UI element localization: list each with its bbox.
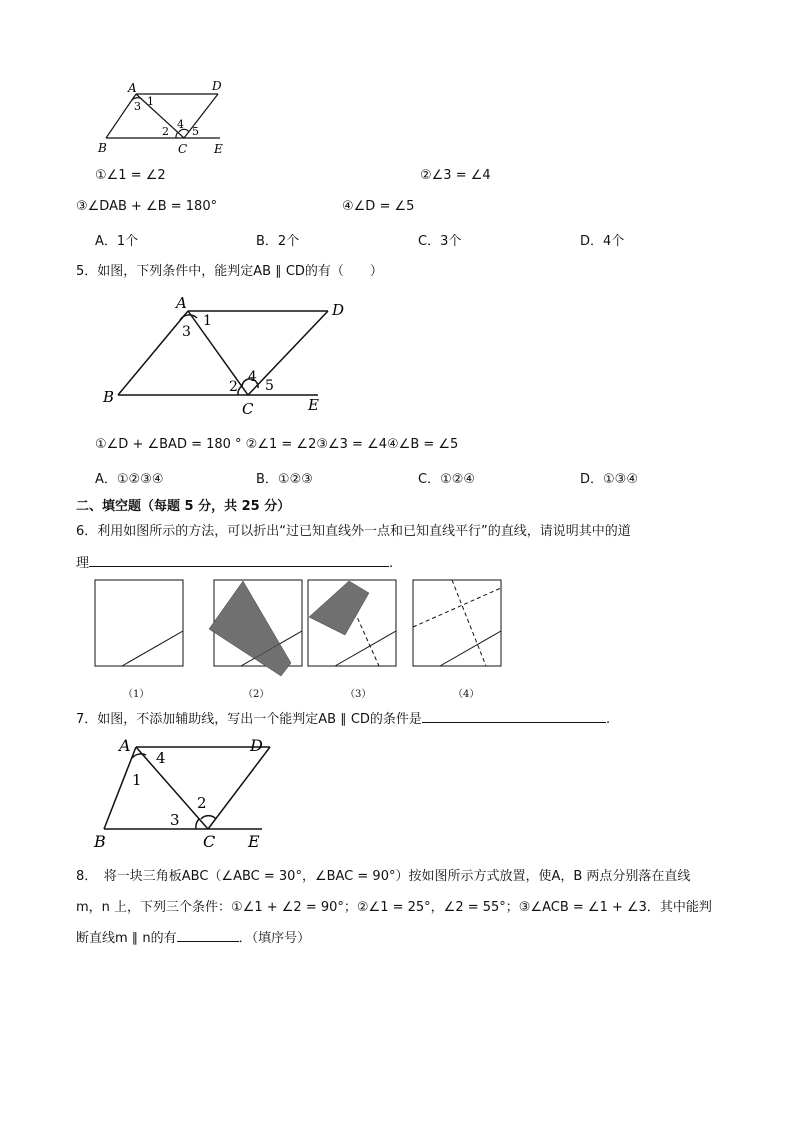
q7-label-C: C (203, 832, 216, 851)
q4-option-b[interactable]: B．2个 (256, 234, 300, 249)
q4-condition-3: ③∠DAB + ∠B = 180° (76, 199, 218, 214)
q5-option-d[interactable]: D．①③④ (580, 472, 638, 487)
q7-stem (76, 708, 610, 727)
q4-condition-1: ①∠1 = ∠2 (95, 168, 166, 183)
q4-angle-2: 2 (162, 125, 169, 138)
q7-angle-1: 1 (132, 771, 142, 789)
q4-label-A: A (128, 81, 137, 95)
q8-stem-prefix: 断直线m ∥ n的有 (76, 931, 177, 946)
q4-option-c[interactable]: C．3个 (418, 234, 462, 249)
q7-label-E: E (248, 832, 260, 851)
q6-caption-2: （2） (243, 689, 270, 700)
q5-angle-2: 2 (229, 379, 238, 395)
q6-answer-blank[interactable] (89, 554, 389, 567)
q5-option-a[interactable]: A．①②③④ (95, 472, 164, 487)
q6-caption-4: （4） (453, 689, 480, 700)
q5-angle-5: 5 (265, 378, 274, 394)
q6-caption-3: （3） (345, 689, 372, 700)
q4-angle-4: 4 (177, 118, 184, 131)
q5-label-E: E (308, 396, 319, 414)
q4-angle-3: 3 (134, 100, 141, 113)
q6-caption-1: （1） (123, 689, 150, 700)
q5-conditions: ①∠D + ∠BAD = 180 ° ②∠1 = ∠2③∠3 = ∠4④∠B = ∠5 (95, 437, 459, 452)
q8-stem-line1: 8． 将一块三角板ABC（∠ABC = 30°，∠BAC = 90°）按如图所示方式放置，使A，B 两点分别落在直线 (76, 869, 691, 884)
q5-angle-4: 4 (248, 369, 257, 385)
q4-label-E: E (214, 142, 223, 156)
q4-option-a[interactable]: A．1个 (95, 234, 139, 249)
q5-option-c[interactable]: C．①②④ (418, 472, 476, 487)
q7-figure (90, 735, 280, 851)
q5-label-D: D (332, 301, 345, 319)
q5-stem: 5．如图，下列条件中，能判定AB ∥ CD的有（ ） (76, 264, 383, 279)
q8-stem-line2: m，n 上，下列三个条件：①∠1 + ∠2 = 90°；②∠1 = 25°，∠2 = 55°；③∠ACB = ∠1 + ∠3．其中能判 (76, 900, 712, 915)
section-title: 二、填空题（每题 5 分，共 25 分） (76, 499, 291, 514)
q7-label-A: A (119, 736, 131, 755)
q6-panel-2 (213, 579, 305, 679)
q8-stem-suffix: ．（填序号） (238, 931, 311, 946)
q4-condition-2: ②∠3 = ∠4 (420, 168, 491, 183)
q4-condition-4: ④∠D = ∠5 (342, 199, 415, 214)
q5-option-b[interactable]: B．①②③ (256, 472, 313, 487)
q8-answer-blank[interactable] (177, 929, 239, 942)
q7-angle-3: 3 (170, 811, 180, 829)
q5-label-B: B (103, 388, 115, 406)
q7-answer-blank[interactable] (422, 710, 606, 723)
q7-label-D: D (250, 736, 263, 755)
q5-figure (100, 292, 360, 422)
q5-label-C: C (242, 400, 254, 418)
q6-panel-3 (307, 579, 399, 671)
q4-angle-5: 5 (192, 125, 199, 138)
q7-stem-prefix: 7．如图，不添加辅助线，写出一个能判定AB ∥ CD的条件是 (76, 712, 422, 727)
q4-angle-1: 1 (147, 95, 154, 108)
q6-panel-4 (412, 579, 504, 671)
q4-label-D: D (212, 79, 222, 93)
q6-stem-line1: 6．利用如图所示的方法，可以折出“过已知直线外一点和已知直线平行”的直线，请说明其中的道 (76, 524, 631, 539)
q7-stem-suffix: . (605, 712, 611, 727)
q7-angle-2: 2 (197, 794, 207, 812)
q4-option-d[interactable]: D．4个 (580, 234, 625, 249)
q5-angle-3: 3 (182, 324, 191, 340)
q4-figure (92, 72, 222, 162)
q5-label-A: A (176, 294, 187, 312)
q4-label-C: C (178, 142, 188, 156)
q7-label-B: B (94, 832, 106, 851)
q6-panel-1 (94, 579, 186, 671)
q6-stem-suffix: . (389, 556, 394, 571)
q5-angle-1: 1 (203, 313, 212, 329)
q8-stem-line3 (76, 927, 310, 946)
q4-label-B: B (98, 141, 107, 155)
q6-stem-prefix: 理 (76, 556, 90, 571)
q6-stem-line2 (76, 552, 393, 571)
q7-angle-4: 4 (156, 749, 166, 767)
